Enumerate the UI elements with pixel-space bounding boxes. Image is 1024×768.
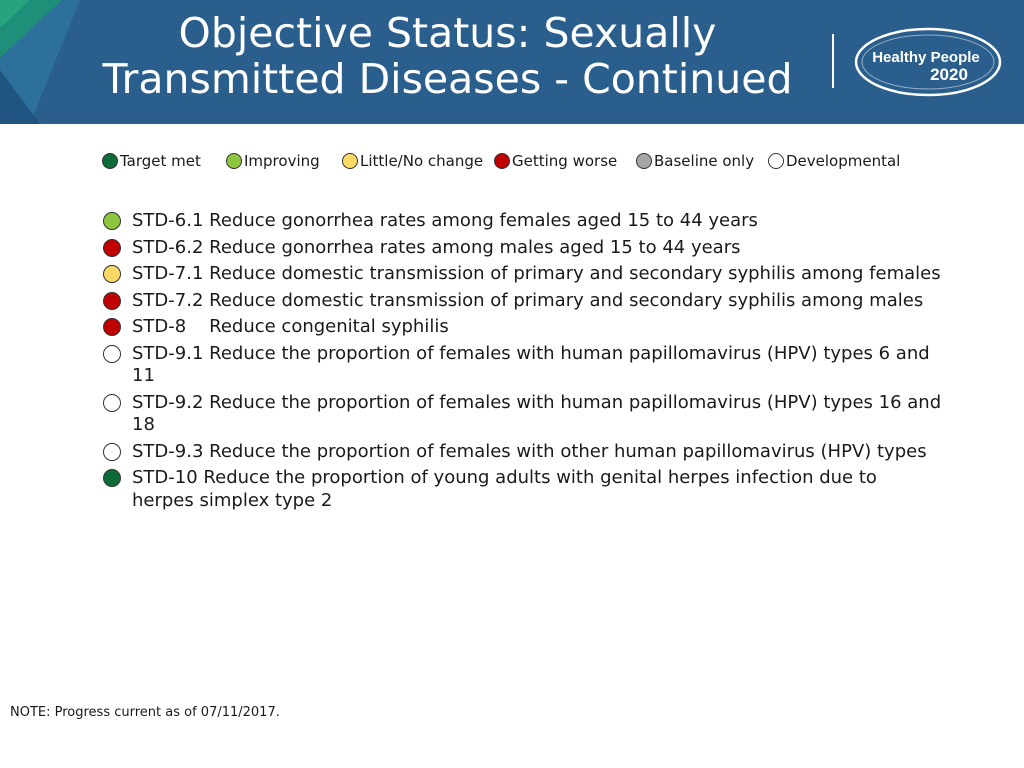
objective-code: STD-7.1 [132,263,204,284]
objective-text: Reduce domestic transmission of primary and secondary syphilis among females [209,263,941,284]
legend-label: Improving [244,152,320,170]
status-dot-icon [103,265,121,283]
objective-code: STD-6.1 [132,210,204,231]
objective-text: Reduce gonorrhea rates among males aged 15 to 44 years [209,236,741,258]
objective-text: Reduce gonorrhea rates among females aged 15 to 44 years [209,210,758,231]
status-dot-icon [102,153,118,169]
page-title-line-1: Objective Status: Sexually [178,9,717,57]
objective-text: Reduce the proportion of young adults with genital herpes infection due to herpes simplex type 2 [132,467,877,511]
status-dot-icon [636,153,652,169]
header-divider [832,34,834,88]
status-dot-icon [494,153,510,169]
status-dot-icon [226,153,242,169]
objective-item [103,290,943,313]
objective-code: STD-8 [132,316,187,337]
legend-label: Target met [120,152,201,170]
objective-item [103,263,943,286]
legend-item-getting-worse [494,150,617,172]
legend-label: Developmental [786,152,901,170]
status-dot-icon [103,345,121,363]
legend-item-little-no-change [342,150,483,172]
objective-list [103,210,943,516]
healthy-people-logo [852,24,1004,100]
header-banner [0,0,1024,124]
legend-label: Little/No change [360,152,484,170]
objective-item [103,392,943,437]
objective-code: STD-7.2 [132,289,204,311]
objective-text: Reduce the proportion of females with other human papillomavirus (HPV) types [209,440,927,462]
page-title [90,10,805,102]
status-dot-icon [103,212,121,230]
status-dot-icon [103,318,121,336]
objective-item [103,467,943,512]
legend-item-baseline-only [636,150,754,172]
objective-item [103,441,943,464]
objective-item [103,343,943,388]
page-title-line-2: Transmitted Diseases - Continued [102,55,793,103]
objective-item [103,316,943,339]
status-dot-icon [103,443,121,461]
logo-line-1: Healthy People [872,49,980,66]
legend-item-developmental [768,150,900,172]
status-dot-icon [103,469,121,487]
progress-note: NOTE: Progress current as of 07/11/2017. [10,705,280,720]
legend-label: Baseline only [654,152,755,170]
objective-code: STD-6.2 [132,236,204,258]
objective-item [103,210,943,233]
legend-item-improving [226,150,320,172]
status-dot-icon [103,239,121,257]
legend-item-target-met [102,150,201,172]
objective-code: STD-9.3 [132,440,204,462]
status-dot-icon [103,292,121,310]
logo-line-2: 2020 [930,65,968,84]
status-dot-icon [768,153,784,169]
objective-code: STD-9.1 [132,342,204,364]
objective-text: Reduce congenital syphilis [209,316,449,337]
objective-text: Reduce the proportion of females with human papillomavirus (HPV) types 16 and 18 [132,391,942,435]
status-dot-icon [342,153,358,169]
objective-text: Reduce domestic transmission of primary and secondary syphilis among males [209,289,924,311]
status-dot-icon [103,394,121,412]
objective-item [103,237,943,260]
legend-label: Getting worse [512,152,618,170]
objective-code: STD-10 [132,467,198,488]
objective-code: STD-9.2 [132,391,204,413]
objective-text: Reduce the proportion of females with human papillomavirus (HPV) types 6 and 11 [132,342,930,386]
